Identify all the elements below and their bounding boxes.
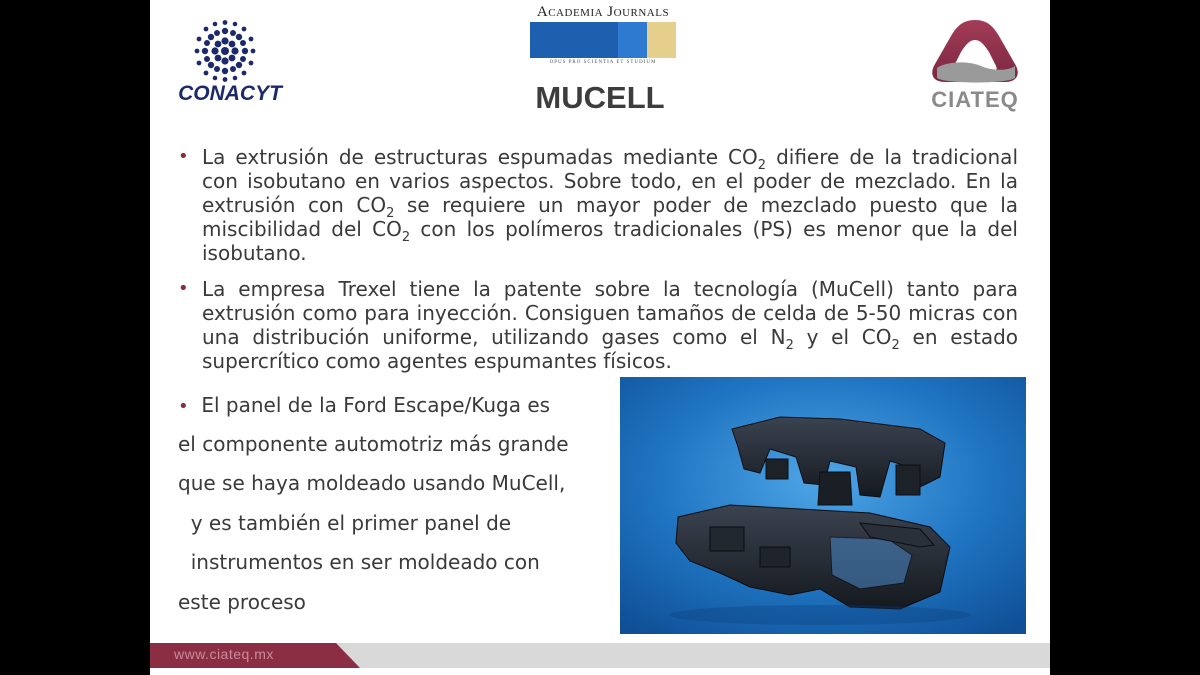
bullet-line: que se haya moldeado usando MuCell,: [178, 471, 566, 495]
bullet-line: este proceso: [178, 590, 306, 614]
ciateq-wordmark: CIATEQ: [931, 87, 1019, 112]
bullet-co2-extrusion: • La extrusión de estructuras espumadas mediante $CO_2$ difiere de la tradicional con isobutano en varios aspectos. Sobre todo, en el poder de mezclado. En la extrusión con $CO_2$ se requiere un mayor poder de mezclado puesto que la miscibilidad del $CO_2$ con los polímeros tradicionales (PS) es menor que la del isobutano.: [178, 145, 1018, 265]
ciateq-logo: [915, 16, 1035, 111]
bullet-line: el componente automotriz más grande: [178, 432, 569, 456]
bullet-list: [178, 145, 1018, 385]
ciateq-triangle-icon: [915, 16, 1035, 86]
slide: [150, 0, 1050, 675]
slide-title: MUCELL: [535, 80, 665, 115]
bullet-line: y es también el primer panel de: [184, 511, 512, 535]
academia-journals-wordmark: Academia Journals: [536, 4, 670, 20]
conacyt-dots-icon: [170, 20, 290, 82]
instrument-panel-photo: [620, 377, 1026, 634]
academia-journals-motto: OPUS PRO SCIENTIA ET STUDIUM: [549, 60, 657, 65]
bullet-line: instrumentos en ser moldeado con: [184, 550, 540, 574]
bullet-trexel-patent: • La empresa Trexel tiene la patente sobre la tecnología (MuCell) tanto para extrusión como para inyección. Consiguen tamaños de celda de 5-50 micras con una distribución uniforme, utilizando gases como el $N_2$ y el $CO_2$ en estado supercrítico como agentes espumantes físicos.: [178, 277, 1018, 373]
bullet-line: • El panel de la Ford Escape/Kuga es: [178, 393, 551, 417]
academia-journals-logo: [530, 4, 676, 66]
conacyt-wordmark: CONACYT: [178, 82, 282, 105]
conacyt-logo: [170, 20, 290, 110]
academia-journals-banner: [530, 22, 676, 58]
footer-url: www.ciateq.mx: [174, 646, 274, 662]
